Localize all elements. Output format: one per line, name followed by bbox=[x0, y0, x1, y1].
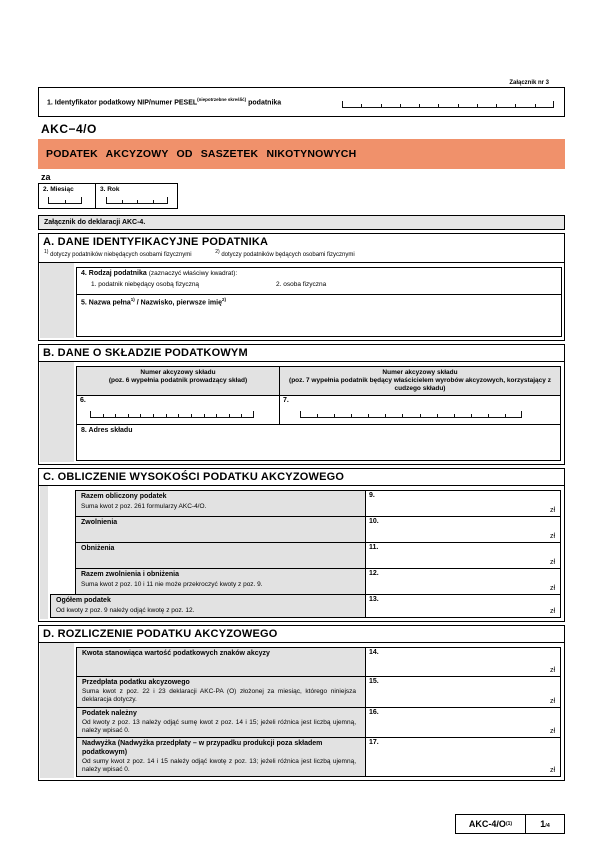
row-14-label bbox=[76, 647, 366, 677]
table-row bbox=[50, 594, 561, 618]
row-17-label bbox=[76, 737, 366, 777]
field-7-input-comb[interactable] bbox=[300, 412, 522, 418]
row-13-number: 13. bbox=[369, 596, 379, 604]
table-row bbox=[76, 707, 561, 739]
row-11-label bbox=[75, 542, 366, 569]
taxpayer-type-options bbox=[81, 281, 557, 288]
warehouse-number-fields bbox=[76, 395, 561, 425]
section-c bbox=[38, 468, 565, 622]
footer-form-code bbox=[456, 815, 526, 833]
taxpayer-type-field bbox=[76, 267, 562, 295]
table-row bbox=[76, 647, 561, 677]
warehouse-col1-header-line1: Numer akcyzowy składu bbox=[140, 369, 216, 376]
row-14-unit: zł bbox=[549, 666, 555, 674]
page-footer bbox=[38, 814, 565, 834]
warehouse-table-header bbox=[76, 366, 561, 396]
row-11-number: 11. bbox=[369, 544, 379, 552]
section-a bbox=[38, 233, 565, 341]
row-9-description: Suma kwot z poz. 261 formularzy AKC-4/O. bbox=[81, 502, 207, 510]
section-c-body bbox=[39, 486, 564, 621]
row-14-value-cell[interactable] bbox=[366, 647, 561, 677]
taxpayer-id-label-superscript: (niepotrzebne skreślić) bbox=[197, 97, 247, 103]
section-b bbox=[38, 344, 565, 465]
taxpayer-id-label bbox=[47, 97, 281, 106]
section-d-body bbox=[39, 643, 564, 780]
period-box bbox=[38, 183, 178, 209]
row-11-unit: zł bbox=[549, 559, 555, 567]
taxpayer-id-label-tail: podatnika bbox=[246, 99, 282, 107]
row-16-value-cell[interactable] bbox=[366, 707, 561, 739]
row-10-label bbox=[75, 516, 366, 543]
attachment-number-note: Załącznik nr 3 bbox=[509, 80, 549, 86]
field-6-input-comb[interactable] bbox=[90, 412, 254, 418]
section-a-body bbox=[39, 263, 564, 340]
footer-form-code-text: AKC-4/O bbox=[468, 819, 506, 830]
full-name-label-mid: / Nazwisko, pierwsze imię bbox=[134, 299, 222, 307]
row-10-unit: zł bbox=[549, 533, 555, 541]
row-14-number: 14. bbox=[369, 648, 379, 656]
taxpayer-type-label-normal: (zaznaczyć właściwy kwadrat): bbox=[148, 270, 238, 277]
table-row bbox=[50, 568, 561, 595]
row-11-title: Obniżenia bbox=[81, 545, 115, 553]
full-name-label: 5. Nazwa pełna bbox=[81, 299, 131, 307]
row-15-value-cell[interactable] bbox=[366, 676, 561, 708]
row-10-value-cell[interactable] bbox=[366, 516, 561, 543]
row-15-unit: zł bbox=[549, 697, 555, 705]
form-code-heading: AKC−4/O bbox=[41, 122, 97, 136]
warehouse-col2-header-line2: (poz. 7 wypełnia podatnik będący właścicielem wyrobów akcyzowych, korzystający z cudzego składu) bbox=[289, 377, 551, 393]
footer-page-number: 1 bbox=[540, 819, 546, 830]
row-15-label bbox=[76, 676, 366, 708]
footer-form-code-version: (1) bbox=[505, 821, 513, 828]
footnote-1-text: dotyczy podatników niebędących osobami fizycznymi bbox=[48, 252, 192, 258]
row-17-number: 17. bbox=[369, 739, 379, 747]
warehouse-col2-header bbox=[279, 366, 561, 396]
table-row bbox=[76, 737, 561, 777]
warehouse-col1-header-line2: (poz. 6 wypełnia podatnik prowadzący skład) bbox=[108, 377, 248, 385]
footer-page-indicator bbox=[526, 815, 564, 833]
table-row bbox=[50, 490, 561, 517]
row-16-title: Podatek należny bbox=[82, 709, 137, 717]
row-9-label bbox=[75, 490, 366, 517]
taxpayer-type-option-2[interactable]: 2. osoba fizyczna bbox=[276, 281, 327, 288]
warehouse-number-field-6[interactable] bbox=[76, 395, 280, 425]
row-14-title: Kwota stanowiąca wartość podatkowych znaków akcyzy bbox=[82, 649, 270, 657]
row-9-title: Razem obliczony podatek bbox=[81, 493, 167, 501]
row-9-value-cell[interactable] bbox=[366, 490, 561, 517]
month-field[interactable] bbox=[39, 184, 96, 208]
row-indent-spacer bbox=[50, 568, 75, 595]
section-d bbox=[38, 625, 565, 781]
row-10-title: Zwolnienia bbox=[81, 519, 118, 527]
month-input-comb[interactable] bbox=[48, 198, 82, 204]
row-15-title: Przedpłata podatku akcyzowego bbox=[82, 678, 190, 686]
section-b-title: B. DANE O SKŁADZIE PODATKOWYM bbox=[43, 347, 248, 359]
footnote-2 bbox=[215, 249, 355, 258]
section-b-header bbox=[39, 345, 564, 362]
footnote-2-text: dotyczy podatników będących osobami fizycznymi bbox=[219, 252, 355, 258]
form-title-banner: PODATEK AKCYZOWY OD SASZETEK NIKOTYNOWYCH bbox=[38, 139, 565, 169]
row-indent-spacer bbox=[50, 490, 75, 517]
footer-form-code-box bbox=[455, 814, 565, 834]
year-label: 3. Rok bbox=[100, 186, 120, 193]
section-c-header bbox=[39, 469, 564, 486]
row-17-description: Od sumy kwot z poz. 14 i 15 należy odjąć kwotę z poz. 13; jeżeli różnica jest liczbą ujemną, należy wpisać 0. bbox=[82, 757, 356, 774]
full-name-field[interactable] bbox=[76, 294, 562, 337]
row-16-label bbox=[76, 707, 366, 739]
field-7-number: 7. bbox=[283, 397, 289, 405]
full-name-sup-1: 1) bbox=[130, 297, 135, 302]
row-11-value-cell[interactable] bbox=[366, 542, 561, 569]
year-input-comb[interactable] bbox=[106, 198, 168, 204]
nip-pesel-input-comb[interactable] bbox=[342, 102, 554, 108]
warehouse-address-field[interactable]: 8. Adres składu bbox=[76, 424, 561, 461]
row-17-value-cell[interactable] bbox=[366, 737, 561, 777]
table-row bbox=[50, 516, 561, 543]
period-prefix-label: za bbox=[41, 172, 51, 182]
footnote-1-marker: 1) bbox=[44, 249, 49, 255]
row-13-label bbox=[50, 594, 366, 618]
row-indent-spacer bbox=[50, 542, 75, 569]
row-12-number: 12. bbox=[369, 570, 379, 578]
row-13-title: Ogółem podatek bbox=[56, 597, 111, 605]
row-12-title: Razem zwolnienia i obniżenia bbox=[81, 571, 180, 579]
row-12-description: Suma kwot z poz. 10 i 11 nie może przekroczyć kwoty z poz. 9. bbox=[81, 580, 263, 588]
row-16-description: Od kwoty z poz. 13 należy odjąć sumę kwot z poz. 14 i 15; jeżeli różnica jest liczbą ujemną, należy wpisać 0. bbox=[82, 718, 356, 735]
year-field[interactable] bbox=[96, 184, 177, 208]
row-16-number: 16. bbox=[369, 708, 379, 716]
month-label: 2. Miesiąc bbox=[43, 186, 74, 193]
section-c-title: C. OBLICZENIE WYSOKOŚCI PODATKU AKCYZOWEGO bbox=[43, 471, 345, 484]
row-9-number: 9. bbox=[369, 492, 375, 500]
warehouse-number-field-7[interactable] bbox=[279, 395, 561, 425]
row-13-unit: zł bbox=[549, 607, 555, 615]
form-page bbox=[38, 0, 565, 834]
section-a-header bbox=[39, 234, 564, 263]
table-row bbox=[76, 676, 561, 708]
warehouse-col2-header-line1: Numer akcyzowy składu bbox=[382, 369, 458, 376]
warehouse-col1-header bbox=[76, 366, 280, 396]
row-17-title: Nadwyżka (Nadwyżka przedpłaty – w przypadku produkcji poza składem podatkowym) bbox=[82, 740, 323, 756]
section-b-body bbox=[39, 362, 564, 464]
row-13-description: Od kwoty z poz. 9 należy odjąć kwotę z poz. 12. bbox=[56, 606, 195, 614]
taxpayer-id-label-main: 1. Identyfikator podatkowy NIP/numer PESEL bbox=[47, 99, 198, 107]
section-a-title: A. DANE IDENTYFIKACYJNE PODATNIKA bbox=[43, 236, 269, 248]
row-15-description: Suma kwot z poz. 22 i 23 deklaracji AKC-PA (O) złożonej za miesiąc, którego niniejsza deklaracja dotyczy. bbox=[82, 688, 356, 704]
table-row bbox=[50, 542, 561, 569]
row-16-unit: zł bbox=[549, 728, 555, 736]
section-d-title: D. ROZLICZENIE PODATKU AKCYZOWEGO bbox=[43, 627, 278, 640]
taxpayer-id-field-box bbox=[38, 87, 565, 117]
taxpayer-type-label-bold: 4. Rodzaj podatnika bbox=[81, 270, 149, 277]
row-indent-spacer bbox=[50, 516, 75, 543]
row-12-label bbox=[75, 568, 366, 595]
row-12-value-cell[interactable] bbox=[366, 568, 561, 595]
footnote-2-marker: 2) bbox=[215, 249, 220, 255]
full-name-sup-2: 2) bbox=[221, 297, 226, 302]
row-10-number: 10. bbox=[369, 518, 379, 526]
field-6-number: 6. bbox=[80, 397, 86, 405]
taxpayer-type-label bbox=[81, 270, 557, 277]
row-15-number: 15. bbox=[369, 677, 379, 685]
row-17-unit: zł bbox=[549, 767, 555, 775]
row-9-unit: zł bbox=[549, 507, 555, 515]
section-d-header bbox=[39, 626, 564, 643]
section-a-footnotes bbox=[43, 248, 560, 260]
attachment-declaration-bar: Załącznik do deklaracji AKC-4. bbox=[38, 215, 565, 230]
footer-page-total: /4 bbox=[545, 823, 550, 830]
footnote-1 bbox=[44, 249, 192, 258]
row-13-value-cell[interactable] bbox=[366, 594, 561, 618]
taxpayer-type-option-1[interactable]: 1. podatnik niebędący osobą fizyczną bbox=[91, 281, 200, 288]
row-12-unit: zł bbox=[549, 585, 555, 593]
